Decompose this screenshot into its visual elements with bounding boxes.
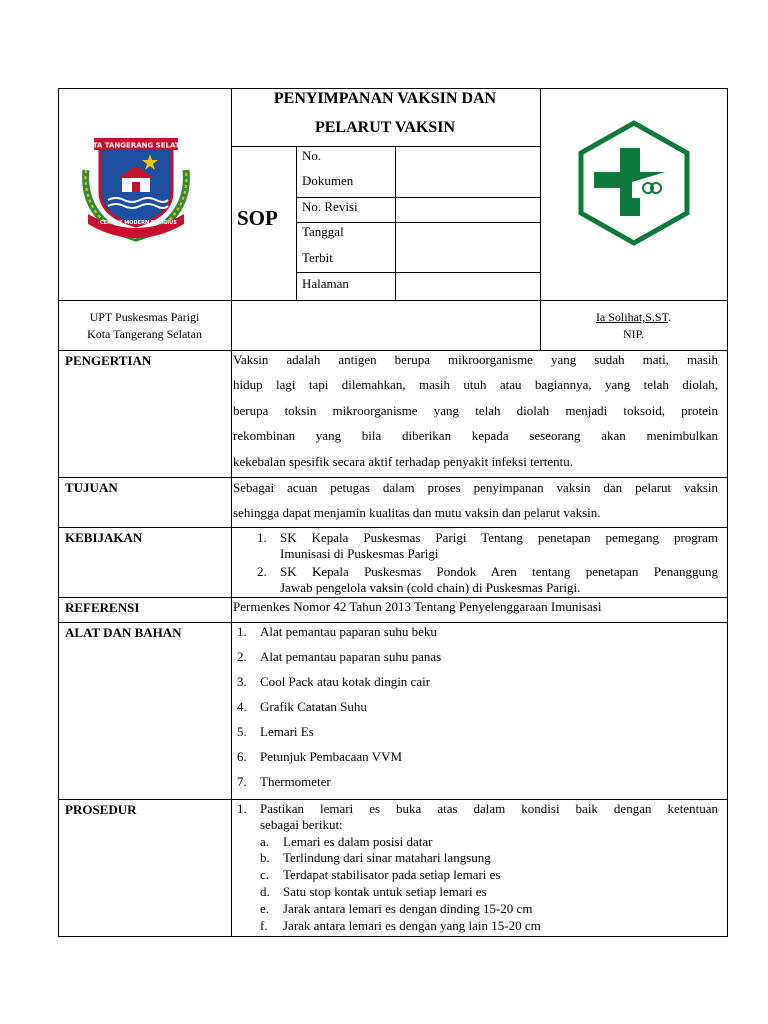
prosedur-subitem-letter: e. (260, 901, 270, 916)
referensi-text: Permenkes Nomor 42 Tahun 2013 Tentang Penyelenggaraan Imunisasi (233, 599, 602, 614)
puskesmas-logo (578, 120, 690, 246)
alat-item-number: 7. (237, 774, 247, 789)
kebijakan-item-number: 2. (257, 564, 267, 579)
pengertian-line: rekombinan yang bila diberikan kepada seseorang akan menimbulkan (233, 428, 718, 443)
field-terbit-label: Terbit (302, 250, 333, 265)
org-name-line2: Kota Tangerang Selatan (87, 327, 202, 341)
alat-item-number: 6. (237, 749, 247, 764)
prosedur-item-line: sebagai berikut: (260, 817, 343, 832)
tujuan-line: sehingga dapat menjamin kualitas dan mutu vaksin dan pelarut vaksin. (233, 505, 601, 520)
kebijakan-item-number: 1. (257, 530, 267, 545)
alat-item: Lemari Es (260, 724, 314, 739)
kebijakan-label: KEBIJAKAN (65, 530, 143, 545)
signer-name: Ia Solihat,S.ST (595, 310, 669, 324)
field-dokumen-label: Dokumen (302, 173, 354, 188)
prosedur-subitem-letter: f. (260, 918, 268, 933)
prosedur-subitem: Jarak antara lemari es dengan yang lain 15-20 cm (283, 918, 541, 933)
org-name (58, 309, 231, 343)
prosedur-subitem: Terdapat stabilisator pada setiap lemari es (283, 867, 501, 882)
alat-item: Cool Pack atau kotak dingin cair (260, 674, 431, 689)
field-no-label: No. (302, 148, 322, 163)
alat-item-number: 3. (237, 674, 247, 689)
alat-item: Thermometer (260, 774, 331, 789)
alat-item-number: 2. (237, 649, 247, 664)
prosedur-subitem-letter: b. (260, 850, 270, 865)
tujuan-line: Sebagai acuan petugas dalam proses penyimpanan vaksin dan pelarut vaksin (233, 480, 718, 495)
alat-item: Alat pemantau paparan suhu panas (260, 649, 442, 664)
alat-item-number: 4. (237, 699, 247, 714)
prosedur-subitem-letter: c. (260, 867, 270, 882)
alat-item: Alat pemantau paparan suhu beku (260, 624, 437, 639)
referensi-label: REFERENSI (65, 600, 140, 615)
pengertian-line: kekebalan spesifik secara aktif terhadap penyakit infeksi tertentu. (233, 454, 574, 469)
prosedur-item-number: 1. (237, 801, 247, 816)
kebijakan-item-line: SK Kepala Puskesmas Pondok Aren tentang penetapan Penanggung (280, 564, 718, 579)
prosedur-item-line: Pastikan lemari es buka atas dalam kondisi baik dengan ketentuan (260, 801, 718, 816)
prosedur-label: PROSEDUR (65, 802, 137, 817)
prosedur-subitem: Terlindung dari sinar matahari langsung (283, 850, 491, 865)
alat-item: Grafik Catatan Suhu (260, 699, 367, 714)
prosedur-subitem: Lemari es dalam posisi datar (283, 834, 433, 849)
prosedur-subitem-letter: a. (260, 834, 270, 849)
document-title-line2: PELARUT VAKSIN (314, 119, 456, 136)
pengertian-line: berupa toksin mikroorganisme yang telah diolah menjadi toksoid, protein (233, 403, 718, 418)
field-halaman-label: Halaman (302, 276, 349, 291)
prosedur-subitem-letter: d. (260, 884, 270, 899)
prosedur-subitem: Satu stop kontak untuk setiap lemari es (283, 884, 487, 899)
kebijakan-item-line: Imunisasi di Puskesmas Parigi (280, 546, 439, 561)
alat-item: Petunjuk Pembacaan VVM (260, 749, 403, 764)
prosedur-subitem: Jarak antara lemari es dengan dinding 15-20 cm (283, 901, 533, 916)
sop-label: SOP (237, 206, 278, 230)
kebijakan-item-line: Jawab pengelola vaksin (cold chain) di Puskesmas Parigi. (280, 580, 581, 595)
logo-motto-text: CERDAS MODERN RELIGIUS (100, 220, 177, 226)
document-title-line1: PENYIMPANAN VAKSIN DAN (273, 90, 497, 107)
alat-item-number: 1. (237, 624, 247, 639)
tujuan-label: TUJUAN (65, 480, 118, 495)
pengertian-line: Vaksin adalah antigen berupa mikroorganisme yang sudah mati, masih (233, 352, 718, 367)
alat-bahan-label: ALAT DAN BAHAN (65, 625, 182, 640)
signer: Ia Solihat,S.ST. NIP. (540, 309, 727, 343)
field-revisi-label: No. Revisi (302, 199, 358, 214)
kebijakan-item-line: SK Kepala Puskesmas Parigi Tentang penetapan pemegang program (280, 530, 718, 545)
kota-tangerang-selatan-logo (78, 130, 194, 242)
alat-item-number: 5. (237, 724, 247, 739)
pengertian-label: PENGERTIAN (65, 353, 152, 368)
field-tanggal-label: Tanggal (302, 224, 344, 239)
org-name-line1: UPT Puskesmas Parigi (89, 310, 200, 324)
logo-banner-text: KOTA TANGERANG SELATAN (81, 141, 191, 150)
signer-nip: NIP. (622, 327, 644, 341)
pengertian-line: hidup lagi tapi dilemahkan, masih utuh atau bagiannya, yang telah diolah, (233, 377, 718, 392)
